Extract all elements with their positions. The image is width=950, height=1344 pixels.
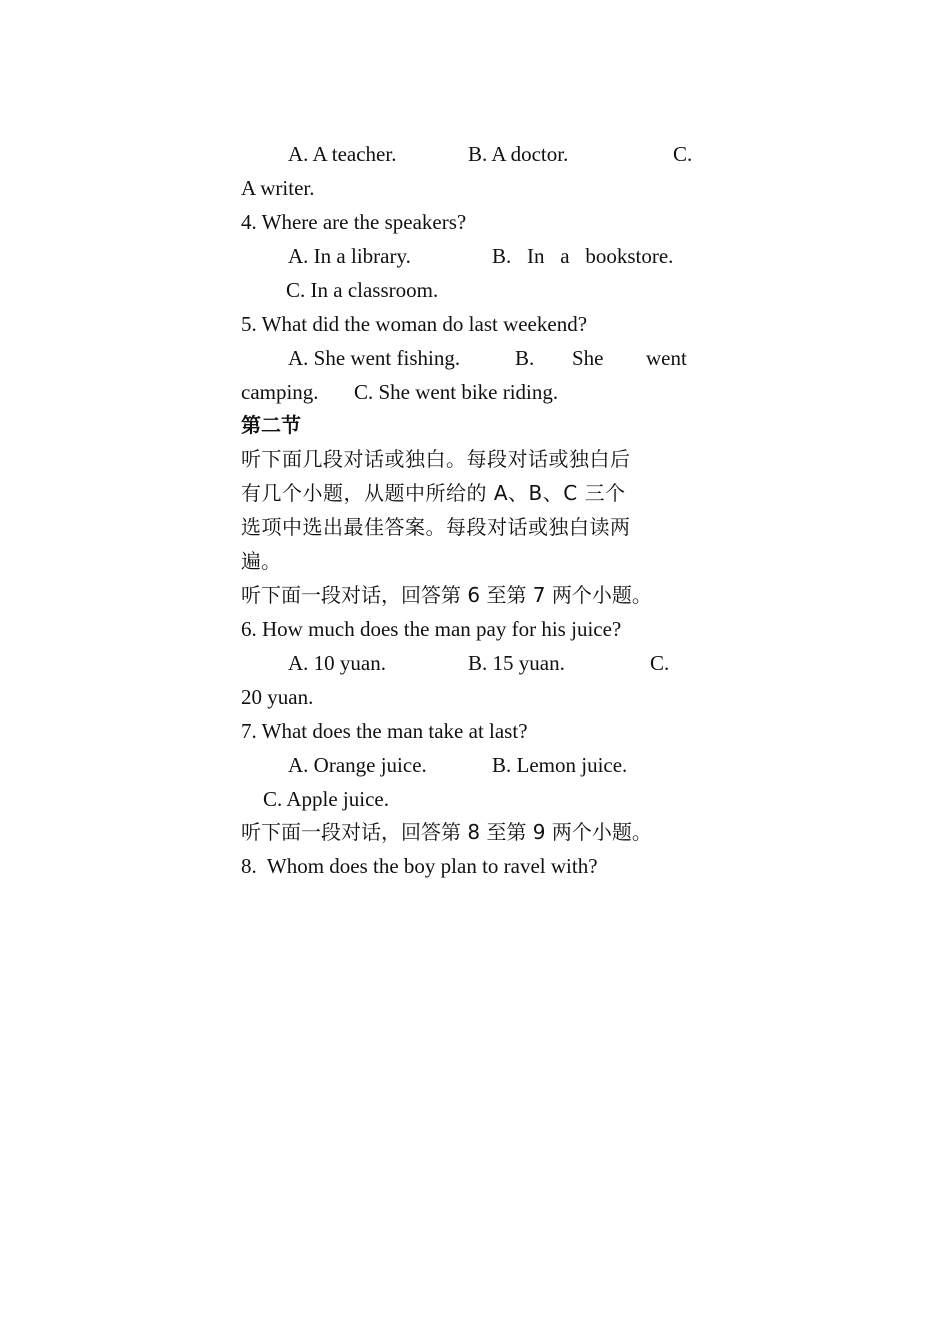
instructions-line-3: 选项中选出最佳答案。每段对话或独白读两 xyxy=(241,515,631,539)
q4-option-a: A. In a library. xyxy=(288,244,411,268)
q8-question: 8. Whom does the boy plan to ravel with? xyxy=(241,854,598,878)
q5-option-c: C. She went bike riding. xyxy=(354,380,559,404)
section-heading: 第二节 xyxy=(241,413,301,437)
dialogue-intro-2: 听下面一段对话，回答第 8 至第 9 两个小题。 xyxy=(241,820,652,844)
q5-option-b-label: B. xyxy=(515,346,535,370)
instructions-line-4: 遍。 xyxy=(241,549,281,573)
q3-option-c-text: A writer. xyxy=(241,176,315,200)
instructions-line-2: 有几个小题，从题中所给的 A、B、C 三个 xyxy=(241,481,626,505)
q4-option-b: B. In a bookstore. xyxy=(492,244,674,268)
q7-question: 7. What does the man take at last? xyxy=(241,719,528,743)
q3-option-b: B. A doctor. xyxy=(468,142,569,166)
q6-option-c-text: 20 yuan. xyxy=(241,685,314,709)
q7-option-b: B. Lemon juice. xyxy=(492,753,628,777)
q6-option-a: A. 10 yuan. xyxy=(288,651,386,675)
q5-question: 5. What did the woman do last weekend? xyxy=(241,312,588,336)
q5-option-b-word-2: went xyxy=(646,346,687,370)
q3-option-a: A. A teacher. xyxy=(288,142,397,166)
q7-option-c: C. Apple juice. xyxy=(263,787,389,811)
q6-question: 6. How much does the man pay for his juice? xyxy=(241,617,622,641)
q6-option-b: B. 15 yuan. xyxy=(468,651,565,675)
q4-option-c: C. In a classroom. xyxy=(286,278,439,302)
q5-option-a: A. She went fishing. xyxy=(288,346,461,370)
q7-option-a: A. Orange juice. xyxy=(288,753,427,777)
q3-option-c-label: C. xyxy=(673,142,693,166)
q6-option-c-label: C. xyxy=(650,651,670,675)
q5-option-b-word-3: camping. xyxy=(241,380,319,404)
instructions-line-1: 听下面几段对话或独白。每段对话或独白后 xyxy=(241,447,631,471)
q4-question: 4. Where are the speakers? xyxy=(241,210,467,234)
dialogue-intro-1: 听下面一段对话，回答第 6 至第 7 两个小题。 xyxy=(241,583,652,607)
q5-option-b-word-1: She xyxy=(572,346,604,370)
